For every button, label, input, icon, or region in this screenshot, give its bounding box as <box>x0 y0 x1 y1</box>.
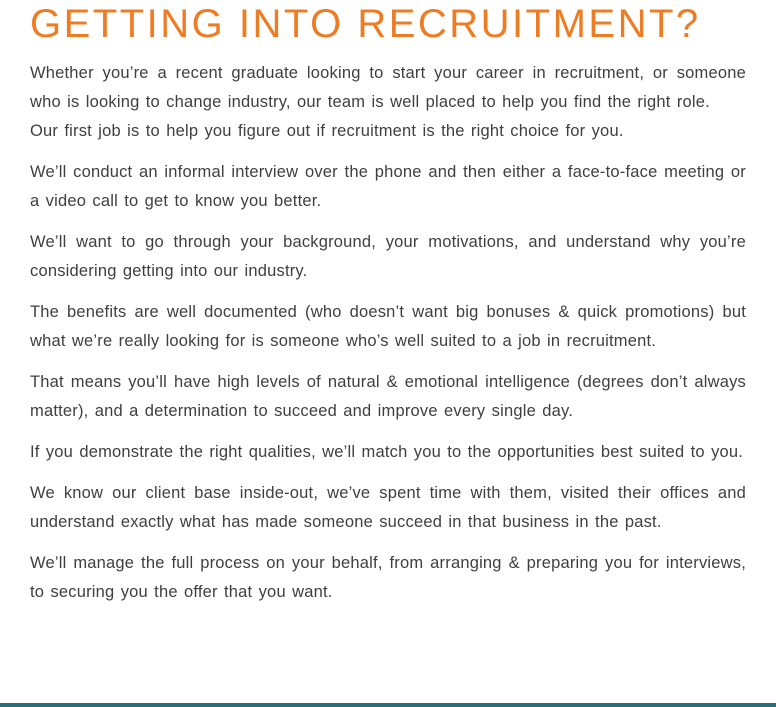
paragraph: Whether you’re a recent graduate looking to start your career in recruitment, or someone who is looking to change industry, our team is well placed to help you find the right role. <box>30 64 746 111</box>
paragraph: We know our client base inside-out, we’ve spent time with them, visited their offices and understand exactly what has made someone succeed in that business in the past. <box>30 484 746 531</box>
paragraph: We’ll conduct an informal interview over the phone and then either a face-to-face meeting or a video call to get to know you better. <box>30 163 746 210</box>
paragraph: That means you’ll have high levels of natural & emotional intelligence (degrees don’t always matter), and a determination to succeed and improve every single day. <box>30 373 746 420</box>
paragraph: If you demonstrate the right qualities, we’ll match you to the opportunities best suited to you. <box>30 443 744 461</box>
page-title: GETTING INTO RECRUITMENT? <box>30 2 701 46</box>
paragraph: We’ll want to go through your background, your motivations, and understand why you’re considering getting into our industry. <box>30 233 746 280</box>
paragraph: We’ll manage the full process on your behalf, from arranging & preparing you for interviews, to securing you the offer that you want. <box>30 554 746 601</box>
footer-divider <box>0 703 776 707</box>
paragraph: The benefits are well documented (who doesn’t want big bonuses & quick promotions) but what we’re really looking for is someone who’s well suited to a job in recruitment. <box>30 303 746 350</box>
paragraph: Our first job is to help you figure out if recruitment is the right choice for you. <box>30 122 624 140</box>
